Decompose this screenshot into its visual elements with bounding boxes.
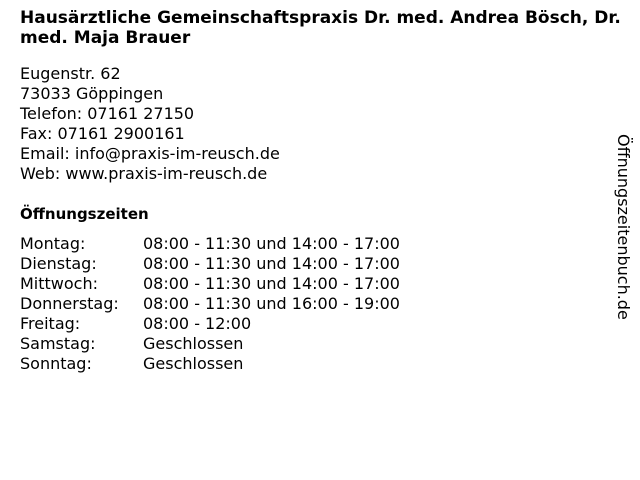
hours-day: Donnerstag:: [20, 294, 119, 313]
postal-city: 73033 Göppingen: [20, 84, 164, 103]
hours-day: Montag:: [20, 234, 86, 253]
phone-number: Telefon: 07161 27150: [20, 104, 195, 123]
hours-time: 08:00 - 11:30 und 16:00 - 19:00: [143, 294, 400, 313]
hours-time: 08:00 - 11:30 und 14:00 - 17:00: [143, 274, 400, 293]
hours-time: Geschlossen: [143, 354, 244, 373]
hours-day: Mittwoch:: [20, 274, 98, 293]
hours-row-sunday: [20, 354, 400, 374]
hours-row-wednesday: [20, 274, 400, 294]
opening-hours-heading: Öffnungszeiten: [20, 205, 149, 223]
hours-time: 08:00 - 12:00: [143, 314, 252, 333]
practice-title: Hausärztliche Gemeinschaftspraxis Dr. med. Andrea Bösch, Dr. med. Maja Brauer: [20, 8, 621, 48]
hours-time: Geschlossen: [143, 334, 244, 353]
hours-row-saturday: [20, 334, 400, 354]
hours-row-friday: [20, 314, 400, 334]
hours-day: Freitag:: [20, 314, 81, 333]
hours-day: Sonntag:: [20, 354, 92, 373]
opening-hours-table: [20, 234, 400, 374]
hours-row-tuesday: [20, 254, 400, 274]
hours-day: Samstag:: [20, 334, 96, 353]
street-address: Eugenstr. 62: [20, 64, 121, 83]
contact-block: [20, 64, 280, 184]
website: Web: www.praxis-im-reusch.de: [20, 164, 268, 183]
hours-row-thursday: [20, 294, 400, 314]
site-watermark: Öffnungszeitenbuch.de: [614, 134, 633, 320]
hours-time: 08:00 - 11:30 und 14:00 - 17:00: [143, 234, 400, 253]
hours-time: 08:00 - 11:30 und 14:00 - 17:00: [143, 254, 400, 273]
hours-day: Dienstag:: [20, 254, 97, 273]
fax-number: Fax: 07161 2900161: [20, 124, 185, 143]
hours-row-monday: [20, 234, 400, 254]
email-address: Email: info@praxis-im-reusch.de: [20, 144, 280, 163]
